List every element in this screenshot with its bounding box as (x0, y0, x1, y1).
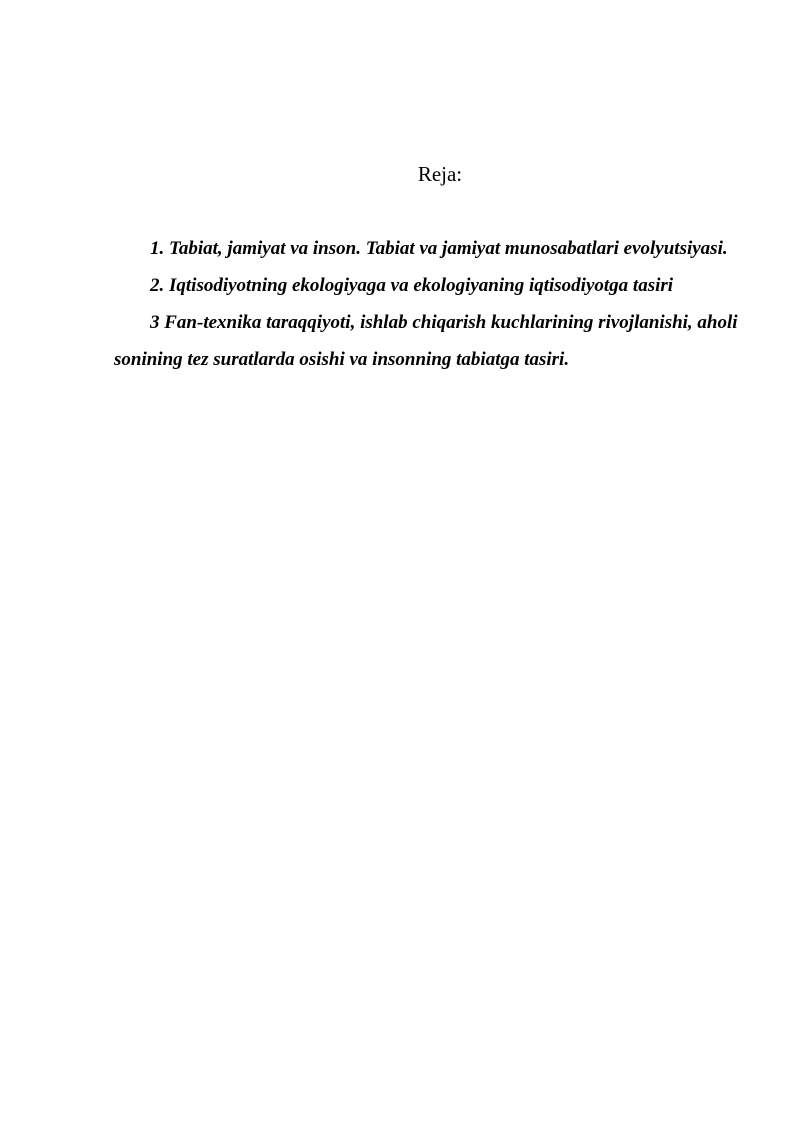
page-title: Reja: (417, 162, 463, 186)
plan-item-3: 3 Fan-texnika taraqqiyoti, ishlab chiqarish kuchlarining rivojlanishi, aholi sonining tez suratlarda osishi va insonning tabiatga tasiri. (114, 312, 738, 370)
plan-item-1: 1. Tabiat, jamiyat va inson. Tabiat va jamiyat munosabatlari evolyutsiyasi. (150, 238, 728, 259)
plan-list (114, 230, 754, 378)
plan-item-2: 2. Iqtisodiyotning ekologiyaga va ekologiyaning iqtisodiyotga tasiri (150, 275, 674, 296)
